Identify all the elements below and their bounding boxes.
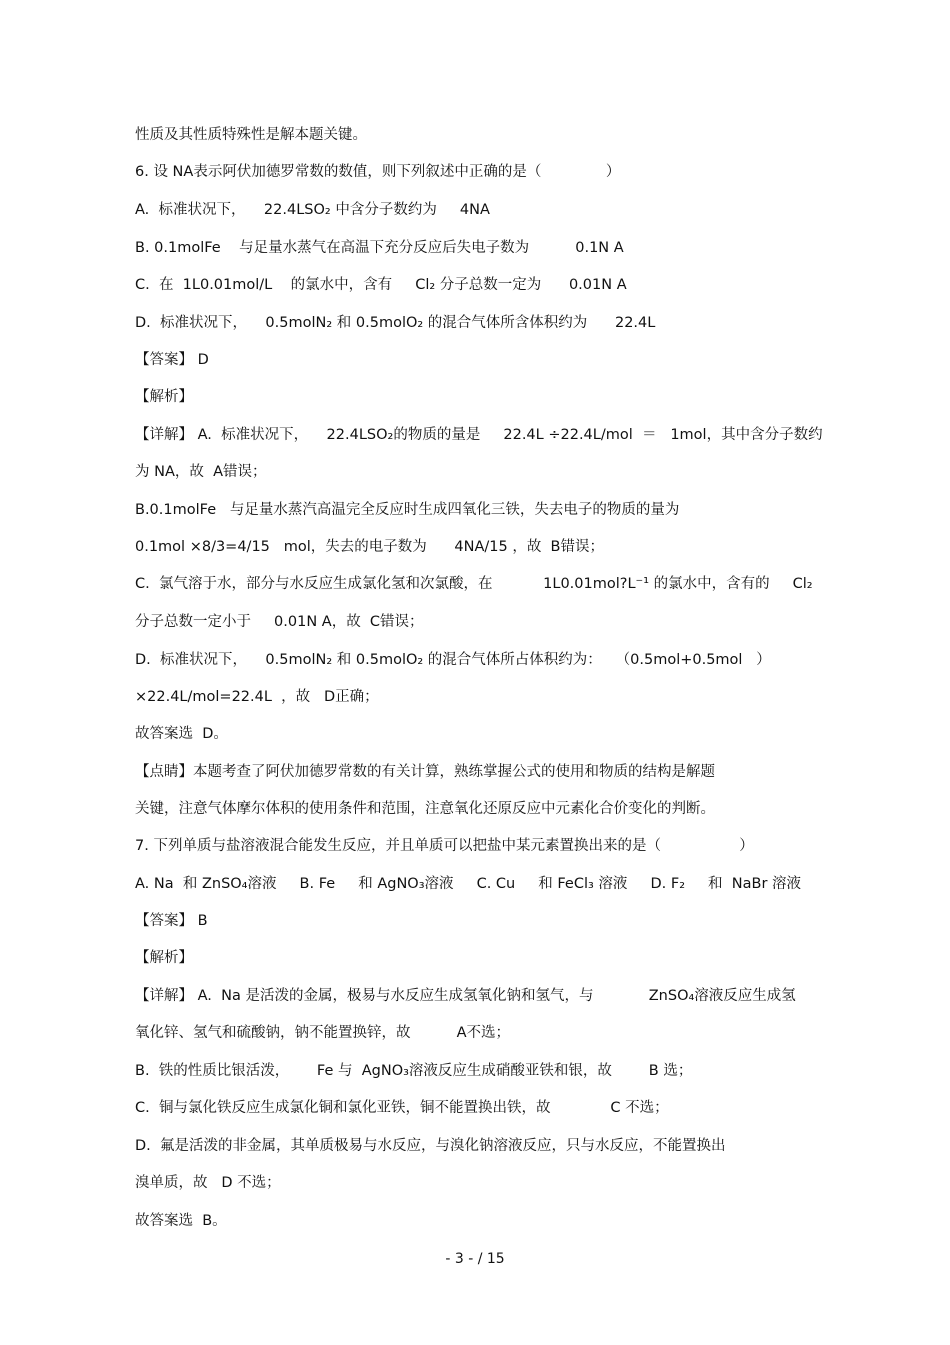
- text-line: 故答案选 D。: [135, 726, 228, 742]
- answer-label: 【答案】 D: [135, 352, 209, 368]
- text-line: D. 标准状况下， 0.5molN₂ 和 0.5molO₂ 的混合气体所占体积约为： （0.5mol+0.5mol ）: [135, 652, 771, 668]
- text-line: D. 氟是活泼的非金属，其单质极易与水反应，与溴化钠溶液反应，只与水反应，不能置换出: [135, 1138, 726, 1154]
- analysis-label: 【解析】: [135, 950, 193, 966]
- question-6-option-a: A. 标准状况下， 22.4LSO₂ 中含分子数约为 4NA: [135, 202, 490, 218]
- text-line: 故答案选 B。: [135, 1213, 227, 1229]
- text-line: B.0.1molFe 与足量水蒸汽高温完全反应时生成四氧化三铁，失去电子的物质的量为: [135, 502, 680, 518]
- text-line: 0.1mol ×8/3=4/15 mol，失去的电子数为 4NA/15 ，故 B错误；: [135, 539, 604, 555]
- text-line: 【详解】 A. 标准状况下， 22.4LSO₂的物质的量是 22.4L ÷22.4L/mol ＝ 1mol，其中含分子数约: [135, 427, 823, 443]
- text-line: C. 氯气溶于水，部分与水反应生成氯化氢和次氯酸，在 1L0.01mol?L⁻¹ 的氯水中，含有的 Cl₂: [135, 576, 813, 592]
- question-6-option-d: D. 标准状况下， 0.5molN₂ 和 0.5molO₂ 的混合气体所含体积约为 22.4L: [135, 315, 656, 331]
- text-line: 【详解】 A. Na 是活泼的金属，极易与水反应生成氢氧化钠和氢气，与 ZnSO₄溶液反应生成氢: [135, 988, 796, 1004]
- text-line: 氧化锌、氢气和硫酸钠，钠不能置换锌，故 A不选；: [135, 1025, 511, 1041]
- question-6-option-c: C. 在 1L0.01mol/L 的氯水中，含有 Cl₂ 分子总数一定为 0.01N A: [135, 277, 627, 293]
- text-line: ×22.4L/mol=22.4L ，故 D正确；: [135, 689, 379, 705]
- text-line: 为 NA，故 A错误；: [135, 464, 267, 480]
- text-line: 溴单质，故 D 不选；: [135, 1175, 281, 1191]
- question-6-option-b: B. 0.1molFe 与足量水蒸气在高温下充分反应后失电子数为 0.1N A: [135, 240, 624, 256]
- text-line: 分子总数一定小于 0.01N A，故 C错误；: [135, 614, 424, 630]
- question-6-stem: 6. 设 NA表示阿伏加德罗常数的数值，则下列叙述中正确的是（ ）: [135, 164, 621, 180]
- text-line: 【点睛】本题考查了阿伏加德罗常数的有关计算，熟练掌握公式的使用和物质的结构是解题: [135, 764, 715, 780]
- analysis-label: 【解析】: [135, 389, 193, 405]
- answer-label: 【答案】 B: [135, 913, 208, 929]
- text-line: B. 铁的性质比银活泼， Fe 与 AgNO₃溶液反应生成硝酸亚铁和银，故 B 选；: [135, 1063, 693, 1079]
- text-line: C. 铜与氯化铁反应生成氯化铜和氯化亚铁，铜不能置换出铁，故 C 不选；: [135, 1100, 669, 1116]
- page-number: - 3 - / 15: [445, 1251, 505, 1267]
- text-line: 性质及其性质特殊性是解本题关键。: [135, 127, 367, 143]
- text-line: 关键，注意气体摩尔体积的使用条件和范围，注意氧化还原反应中元素化合价变化的判断。: [135, 801, 715, 817]
- question-7-stem: 7. 下列单质与盐溶液混合能发生反应，并且单质可以把盐中某元素置换出来的是（ ）: [135, 838, 754, 854]
- question-7-options: A. Na 和 ZnSO₄溶液 B. Fe 和 AgNO₃溶液 C. Cu 和 FeCl₃ 溶液 D. F₂ 和 NaBr 溶液: [135, 876, 802, 892]
